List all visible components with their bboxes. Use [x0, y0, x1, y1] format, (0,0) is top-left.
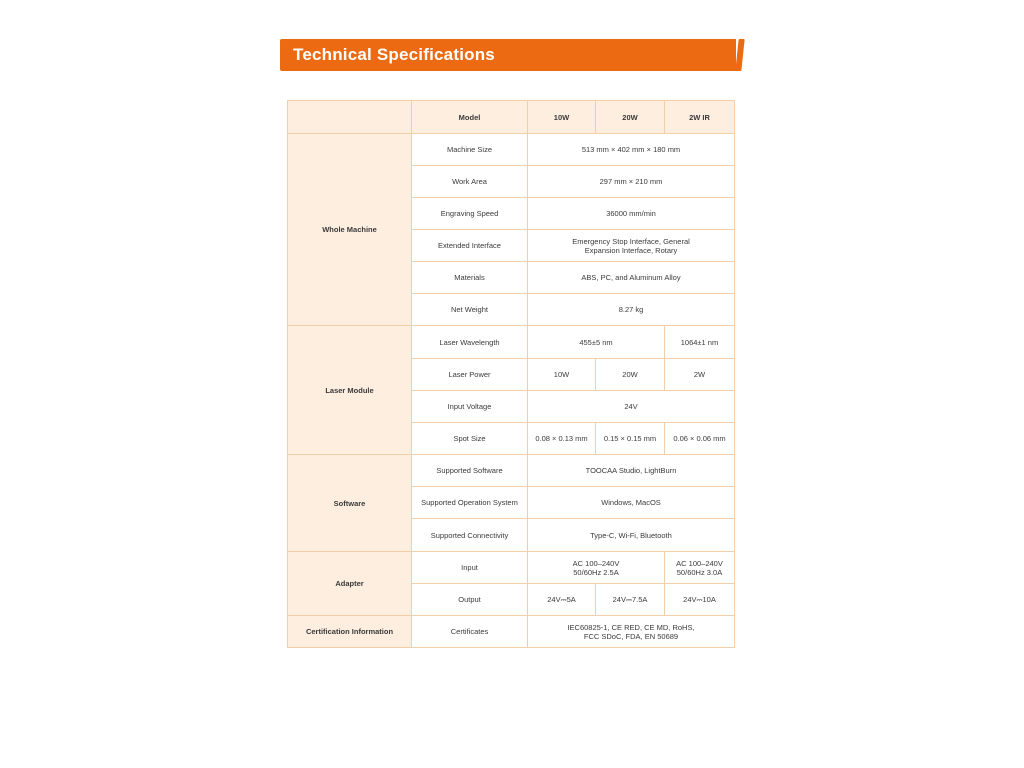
value-wavelength-blue: 455±5 nm [528, 326, 665, 359]
value-spot-2w-ir: 0.06 × 0.06 mm [665, 423, 735, 455]
specifications-table [287, 100, 735, 648]
row-label-laser-power: Laser Power [412, 359, 528, 391]
value-output-2w-ir: 24V⎓10A [665, 584, 735, 616]
adapter-input-ir-line-1: AC 100–240V [676, 558, 723, 568]
value-adapter-input-ir [665, 552, 735, 584]
group-whole-machine: Whole Machine [288, 134, 412, 326]
adapter-input-blue-line-2: 50/60Hz 2.5A [573, 567, 619, 577]
title-accent-stripe [735, 39, 744, 71]
row-label-supported-software: Supported Software [412, 455, 528, 487]
value-output-20w: 24V⎓7.5A [596, 584, 665, 616]
value-supported-os: Windows, MacOS [528, 487, 735, 519]
group-adapter: Adapter [288, 552, 412, 616]
table-row [288, 616, 735, 648]
row-label-laser-wavelength: Laser Wavelength [412, 326, 528, 359]
value-input-voltage: 24V [528, 391, 735, 423]
row-label-supported-os: Supported Operation System [412, 487, 528, 519]
value-output-10w: 24V⎓5A [528, 584, 596, 616]
certificates-line-2: FCC SDoC, FDA, EN 50689 [583, 631, 679, 641]
certificates-line-1: IEC60825-1, CE RED, CE MD, RoHS, [567, 622, 695, 632]
value-spot-10w: 0.08 × 0.13 mm [528, 423, 596, 455]
row-label-machine-size: Machine Size [412, 134, 528, 166]
row-label-work-area: Work Area [412, 166, 528, 198]
header-model: Model [412, 101, 528, 134]
value-power-20w: 20W [596, 359, 665, 391]
extended-interface-line-1: Emergency Stop Interface, General [572, 236, 690, 246]
row-label-engraving-speed: Engraving Speed [412, 198, 528, 230]
value-extended-interface [528, 230, 735, 262]
table-row [288, 134, 735, 166]
value-connectivity: Type-C, Wi-Fi, Bluetooth [528, 519, 735, 552]
value-work-area: 297 mm × 210 mm [528, 166, 735, 198]
row-label-net-weight: Net Weight [412, 294, 528, 326]
header-20w: 20W [596, 101, 665, 134]
row-label-spot-size: Spot Size [412, 423, 528, 455]
value-power-2w-ir: 2W [665, 359, 735, 391]
value-materials: ABS, PC, and Aluminum Alloy [528, 262, 735, 294]
group-laser-module: Laser Module [288, 326, 412, 455]
value-adapter-input-blue [528, 552, 665, 584]
value-certificates [528, 616, 735, 648]
header-10w: 10W [528, 101, 596, 134]
value-wavelength-ir: 1064±1 nm [665, 326, 735, 359]
value-spot-20w: 0.15 × 0.15 mm [596, 423, 665, 455]
table-header-row [288, 101, 735, 134]
table-row [288, 455, 735, 487]
group-software: Software [288, 455, 412, 552]
row-label-connectivity: Supported Connectivity [412, 519, 528, 552]
header-2w-ir: 2W IR [665, 101, 735, 134]
value-net-weight: 8.27 kg [528, 294, 735, 326]
header-empty-cell [288, 101, 412, 134]
row-label-adapter-input: Input [412, 552, 528, 584]
row-label-certificates: Certificates [412, 616, 528, 648]
row-label-input-voltage: Input Voltage [412, 391, 528, 423]
extended-interface-line-2: Expansion Interface, Rotary [584, 245, 678, 255]
group-certification: Certification Information [288, 616, 412, 648]
row-label-extended-interface: Extended Interface [412, 230, 528, 262]
adapter-input-blue-line-1: AC 100–240V [572, 558, 620, 568]
adapter-input-ir-line-2: 50/60Hz 3.0A [676, 567, 723, 577]
table-row [288, 552, 735, 584]
value-engraving-speed: 36000 mm/min [528, 198, 735, 230]
value-machine-size: 513 mm × 402 mm × 180 mm [528, 134, 735, 166]
page-title: Technical Specifications [293, 45, 495, 64]
row-label-adapter-output: Output [412, 584, 528, 616]
title-banner [280, 39, 736, 71]
row-label-materials: Materials [412, 262, 528, 294]
table-row [288, 326, 735, 359]
value-supported-software: TOOCAA Studio, LightBurn [528, 455, 735, 487]
value-power-10w: 10W [528, 359, 596, 391]
